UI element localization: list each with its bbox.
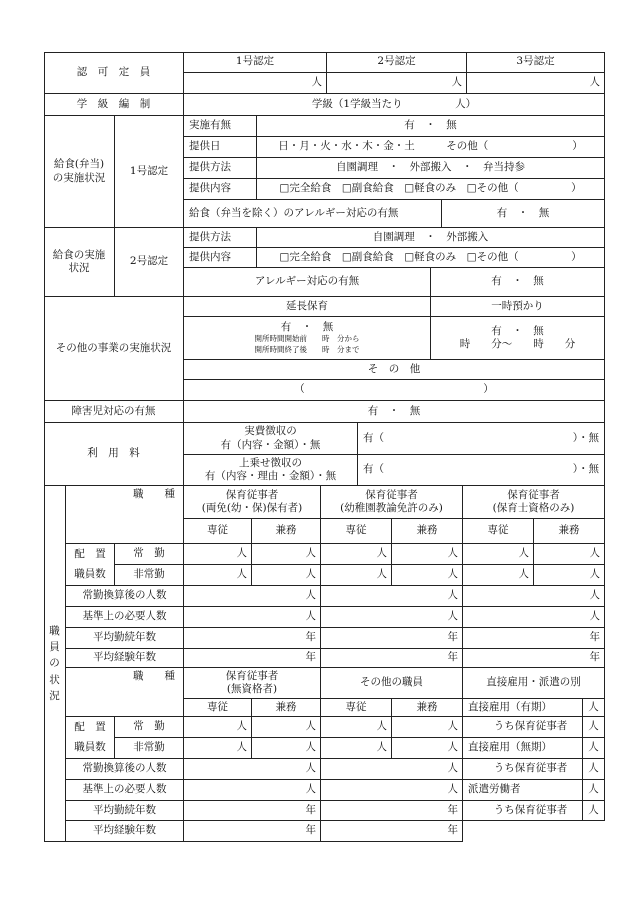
staff-kind-label-2-text: 職 種 (133, 670, 175, 682)
disability-value[interactable]: 有 ・ 無 (184, 401, 605, 423)
converted-label-1: 常勤換算後の人数 (66, 586, 184, 607)
group3-full-header: 専従 (463, 519, 534, 544)
emp-fixed-of-which-value[interactable]: 人 (583, 717, 605, 738)
fee-extra-line2: 有（内容・理由・金額）・無 (204, 470, 337, 482)
g3-full-regular[interactable]: 人 (463, 544, 534, 565)
g5-required[interactable]: 人 (321, 780, 463, 801)
temporary-care-time: 時 分～ 時 分 (459, 338, 576, 350)
g2-part-nonregular[interactable]: 人 (392, 565, 463, 586)
emp-dispatch-of-which-label: うち保育従事者 (463, 801, 583, 821)
meal2-content-label: 提供内容 (184, 248, 257, 268)
staff-kind-label-1-text: 職 種 (133, 488, 175, 500)
avg-exp-label-2: 平均経験年数 (66, 821, 184, 842)
emp-dispatch-value[interactable]: 人 (583, 780, 605, 801)
capacity-header-3: 3号認定 (467, 52, 605, 73)
meal1-days-label: 提供日 (184, 137, 257, 158)
meal2-allergy-value[interactable]: 有 ・ 無 (431, 268, 605, 297)
g4-part-regular[interactable]: 人 (252, 717, 321, 738)
emp-direct-fixed-value[interactable]: 人 (583, 699, 605, 717)
capacity-value-2[interactable]: 人 (327, 73, 467, 94)
g5-part-nonregular[interactable]: 人 (392, 738, 463, 759)
extended-care-yesno: 有 ・ 無 (280, 320, 334, 333)
g4-converted[interactable]: 人 (184, 759, 321, 780)
staff-group-6: 直接雇用・派遣の別 (463, 668, 605, 699)
extended-care-start: 開所時間開始前 時 分から (254, 334, 360, 344)
meal1-content-label: 提供内容 (184, 179, 257, 200)
shokuinsu-label-2: 職員数 (66, 738, 115, 759)
meal2-label (44, 228, 115, 297)
regular-label-2: 常 勤 (115, 717, 184, 738)
g5-converted[interactable]: 人 (321, 759, 463, 780)
staff-group-4 (184, 668, 321, 699)
g1-full-nonregular[interactable]: 人 (184, 565, 252, 586)
other-other-label: そ の 他 (184, 360, 605, 380)
meal2-label-line2: 状況 (68, 262, 90, 274)
emp-blank-cell (463, 821, 605, 842)
staff-group-4-line2: (無資格者) (226, 683, 278, 695)
staff-group-3-line1: 保育従事者 (507, 488, 560, 501)
class-label: 学 級 編 制 (44, 94, 184, 116)
staff-side-char-2: 員 (49, 641, 60, 654)
fee-actual-label (184, 423, 358, 455)
staff-group-3 (463, 486, 605, 519)
group2-part-header: 兼務 (392, 519, 463, 544)
emp-dispatch-label: 派遣労働者 (463, 780, 583, 801)
converted-label-2: 常勤換算後の人数 (66, 759, 184, 780)
staff-group-5: その他の職員 (321, 668, 463, 699)
staff-side-label (44, 486, 66, 842)
meal2-content-value[interactable]: □完全給食 □副食給食 □軽食のみ □その他（ ） (257, 248, 605, 268)
capacity-header-2: 2号認定 (327, 52, 467, 73)
fee-actual-line2: 有（内容・金額）・無 (220, 438, 321, 451)
disability-label: 障害児対応の有無 (44, 401, 184, 423)
fee-extra-close: ）・無 (572, 463, 599, 476)
g3-full-nonregular[interactable]: 人 (463, 565, 534, 586)
meal1-label (44, 116, 115, 228)
g4-full-regular[interactable]: 人 (184, 717, 252, 738)
fee-actual-line1: 実費徴収の (244, 425, 297, 438)
g4-part-nonregular[interactable]: 人 (252, 738, 321, 759)
emp-indef-of-which-value[interactable]: 人 (583, 759, 605, 780)
avg-exp-label-1: 平均経験年数 (66, 649, 184, 668)
meal1-allergy-label: 給食（弁当を除く）のアレルギー対応の有無 (184, 200, 442, 228)
emp-indef-of-which-label: うち保育従事者 (463, 759, 583, 780)
temporary-care-yesno: 有 ・ 無 (491, 324, 544, 337)
g1-part-nonregular[interactable]: 人 (252, 565, 321, 586)
capacity-value-1[interactable]: 人 (184, 73, 327, 94)
g5-full-nonregular[interactable]: 人 (321, 738, 392, 759)
staff-side-char-1: 職 (49, 624, 60, 637)
meal1-implement-label: 実施有無 (184, 116, 257, 137)
staff-side-char-4: 状 (49, 673, 60, 686)
meal1-method-label: 提供方法 (184, 158, 257, 179)
regular-label-1: 常 勤 (115, 544, 184, 565)
g5-full-regular[interactable]: 人 (321, 717, 392, 738)
fee-actual-close: ）・無 (572, 431, 599, 444)
staff-group-4-line1: 保育従事者 (225, 669, 279, 682)
g2-avg-years[interactable]: 年 (321, 628, 463, 649)
meal1-allergy-value[interactable]: 有 ・ 無 (442, 200, 605, 228)
meal2-type: 2号認定 (115, 228, 184, 297)
fee-actual-value[interactable] (358, 423, 605, 455)
g4-full-nonregular[interactable]: 人 (184, 738, 252, 759)
meal1-implement-value[interactable]: 有 ・ 無 (257, 116, 605, 137)
fee-extra-label (184, 455, 358, 486)
g5-part-regular[interactable]: 人 (392, 717, 463, 738)
temporary-care-value[interactable] (431, 317, 605, 360)
required-label-2: 基準上の必要人数 (66, 780, 184, 801)
g5-avg-years[interactable]: 年 (321, 801, 463, 821)
avg-years-label-2: 平均勤続年数 (66, 801, 184, 821)
staff-kind-label-2 (66, 668, 184, 717)
group4-part-header: 兼務 (252, 699, 321, 717)
emp-direct-indef-value[interactable]: 人 (583, 738, 605, 759)
group5-part-header: 兼務 (392, 699, 463, 717)
g3-required[interactable]: 人 (463, 607, 605, 628)
fee-label: 利 用 料 (44, 423, 184, 486)
g4-avg-years[interactable]: 年 (184, 801, 321, 821)
haichi-label-2: 配 置 (66, 717, 115, 738)
g3-avg-years[interactable]: 年 (463, 628, 605, 649)
emp-direct-indef-label: 直接雇用（無期） (463, 738, 583, 759)
meal2-method-value[interactable]: 自園調理 ・ 外部搬入 (257, 228, 605, 248)
capacity-value-3[interactable]: 人 (467, 73, 605, 94)
meal1-label-line2: の実施状況 (52, 171, 106, 184)
g2-part-regular[interactable]: 人 (392, 544, 463, 565)
avg-years-label-1: 平均勤続年数 (66, 628, 184, 649)
g1-avg-years[interactable]: 年 (184, 628, 321, 649)
other-other-value[interactable]: （ ） (184, 380, 605, 401)
g3-converted[interactable]: 人 (463, 586, 605, 607)
group3-part-header: 兼務 (534, 519, 605, 544)
meal1-label-line1: 給食(弁当) (53, 158, 105, 171)
meal2-method-label: 提供方法 (184, 228, 257, 248)
staff-group-1-line1: 保育従事者 (225, 488, 279, 501)
extended-care-value[interactable] (184, 317, 431, 360)
g4-required[interactable]: 人 (184, 780, 321, 801)
meal1-content-value[interactable]: □完全給食 □副食給食 □軽食のみ □その他（ ） (257, 179, 605, 200)
g1-converted[interactable]: 人 (184, 586, 321, 607)
g2-required[interactable]: 人 (321, 607, 463, 628)
fee-extra-line1: 上乗せ徴収の (239, 456, 302, 469)
emp-fixed-of-which-label: うち保育従事者 (463, 717, 583, 738)
required-label-1: 基準上の必要人数 (66, 607, 184, 628)
group1-full-header: 専従 (184, 519, 252, 544)
fee-extra-value[interactable] (358, 455, 605, 486)
staff-group-2-line2: (幼稚園教論免許のみ) (340, 502, 443, 514)
group2-full-header: 専従 (321, 519, 392, 544)
emp-dispatch-of-which-value[interactable]: 人 (583, 801, 605, 821)
extended-care-end: 開所時間終了後 時 分まで (254, 344, 360, 354)
g2-avg-exp[interactable]: 年 (321, 649, 463, 668)
temporary-care-header: 一時預かり (431, 297, 605, 317)
staff-group-2-line1: 保育従事者 (365, 488, 418, 501)
emp-direct-fixed-label: 直接雇用（有期） (463, 699, 583, 717)
g2-full-nonregular[interactable]: 人 (321, 565, 392, 586)
capacity-header-1: 1号認定 (184, 52, 327, 73)
meal1-days-value[interactable]: 日・月・火・水・木・金・土 その他（ ） (257, 137, 605, 158)
staff-group-2 (321, 486, 463, 519)
class-value[interactable]: 学級（1学級当たり 人） (184, 94, 605, 116)
g3-part-nonregular[interactable]: 人 (534, 565, 605, 586)
staff-group-1 (184, 486, 321, 519)
extended-care-header: 延長保育 (184, 297, 431, 317)
shokuinsu-label-1: 職員数 (66, 565, 115, 586)
g5-avg-exp[interactable]: 年 (321, 821, 463, 842)
capacity-label: 認 可 定 員 (44, 52, 184, 94)
g2-full-regular[interactable]: 人 (321, 544, 392, 565)
nonregular-label-1: 非常勤 (115, 565, 184, 586)
staff-group-3-line2: (保育士資格のみ) (492, 502, 575, 514)
meal1-method-value[interactable]: 自園調理 ・ 外部搬入 ・ 弁当持参 (257, 158, 605, 179)
g1-part-regular[interactable]: 人 (252, 544, 321, 565)
meal1-type: 1号認定 (115, 116, 184, 228)
fee-actual-open: 有（ (363, 431, 384, 444)
group1-part-header: 兼務 (252, 519, 321, 544)
g3-avg-exp[interactable]: 年 (463, 649, 605, 668)
meal2-label-line1: 給食の実施 (52, 248, 106, 261)
g1-full-regular[interactable]: 人 (184, 544, 252, 565)
group4-full-header: 専従 (184, 699, 252, 717)
staff-side-char-5: 況 (49, 689, 60, 702)
meal2-allergy-label: アレルギー対応の有無 (184, 268, 431, 297)
g3-part-regular[interactable]: 人 (534, 544, 605, 565)
other-business-label: その他の事業の実施状況 (44, 297, 184, 401)
g2-converted[interactable]: 人 (321, 586, 463, 607)
g1-avg-exp[interactable]: 年 (184, 649, 321, 668)
nonregular-label-2: 非常勤 (115, 738, 184, 759)
g4-avg-exp[interactable]: 年 (184, 821, 321, 842)
g1-required[interactable]: 人 (184, 607, 321, 628)
staff-side-char-3: の (49, 657, 60, 670)
fee-extra-open: 有（ (363, 463, 384, 476)
haichi-label-1: 配 置 (66, 544, 115, 565)
staff-group-1-line2: (両免(幼・保)保有者) (201, 502, 303, 514)
staff-kind-label-1 (66, 486, 184, 544)
group5-full-header: 専従 (321, 699, 392, 717)
